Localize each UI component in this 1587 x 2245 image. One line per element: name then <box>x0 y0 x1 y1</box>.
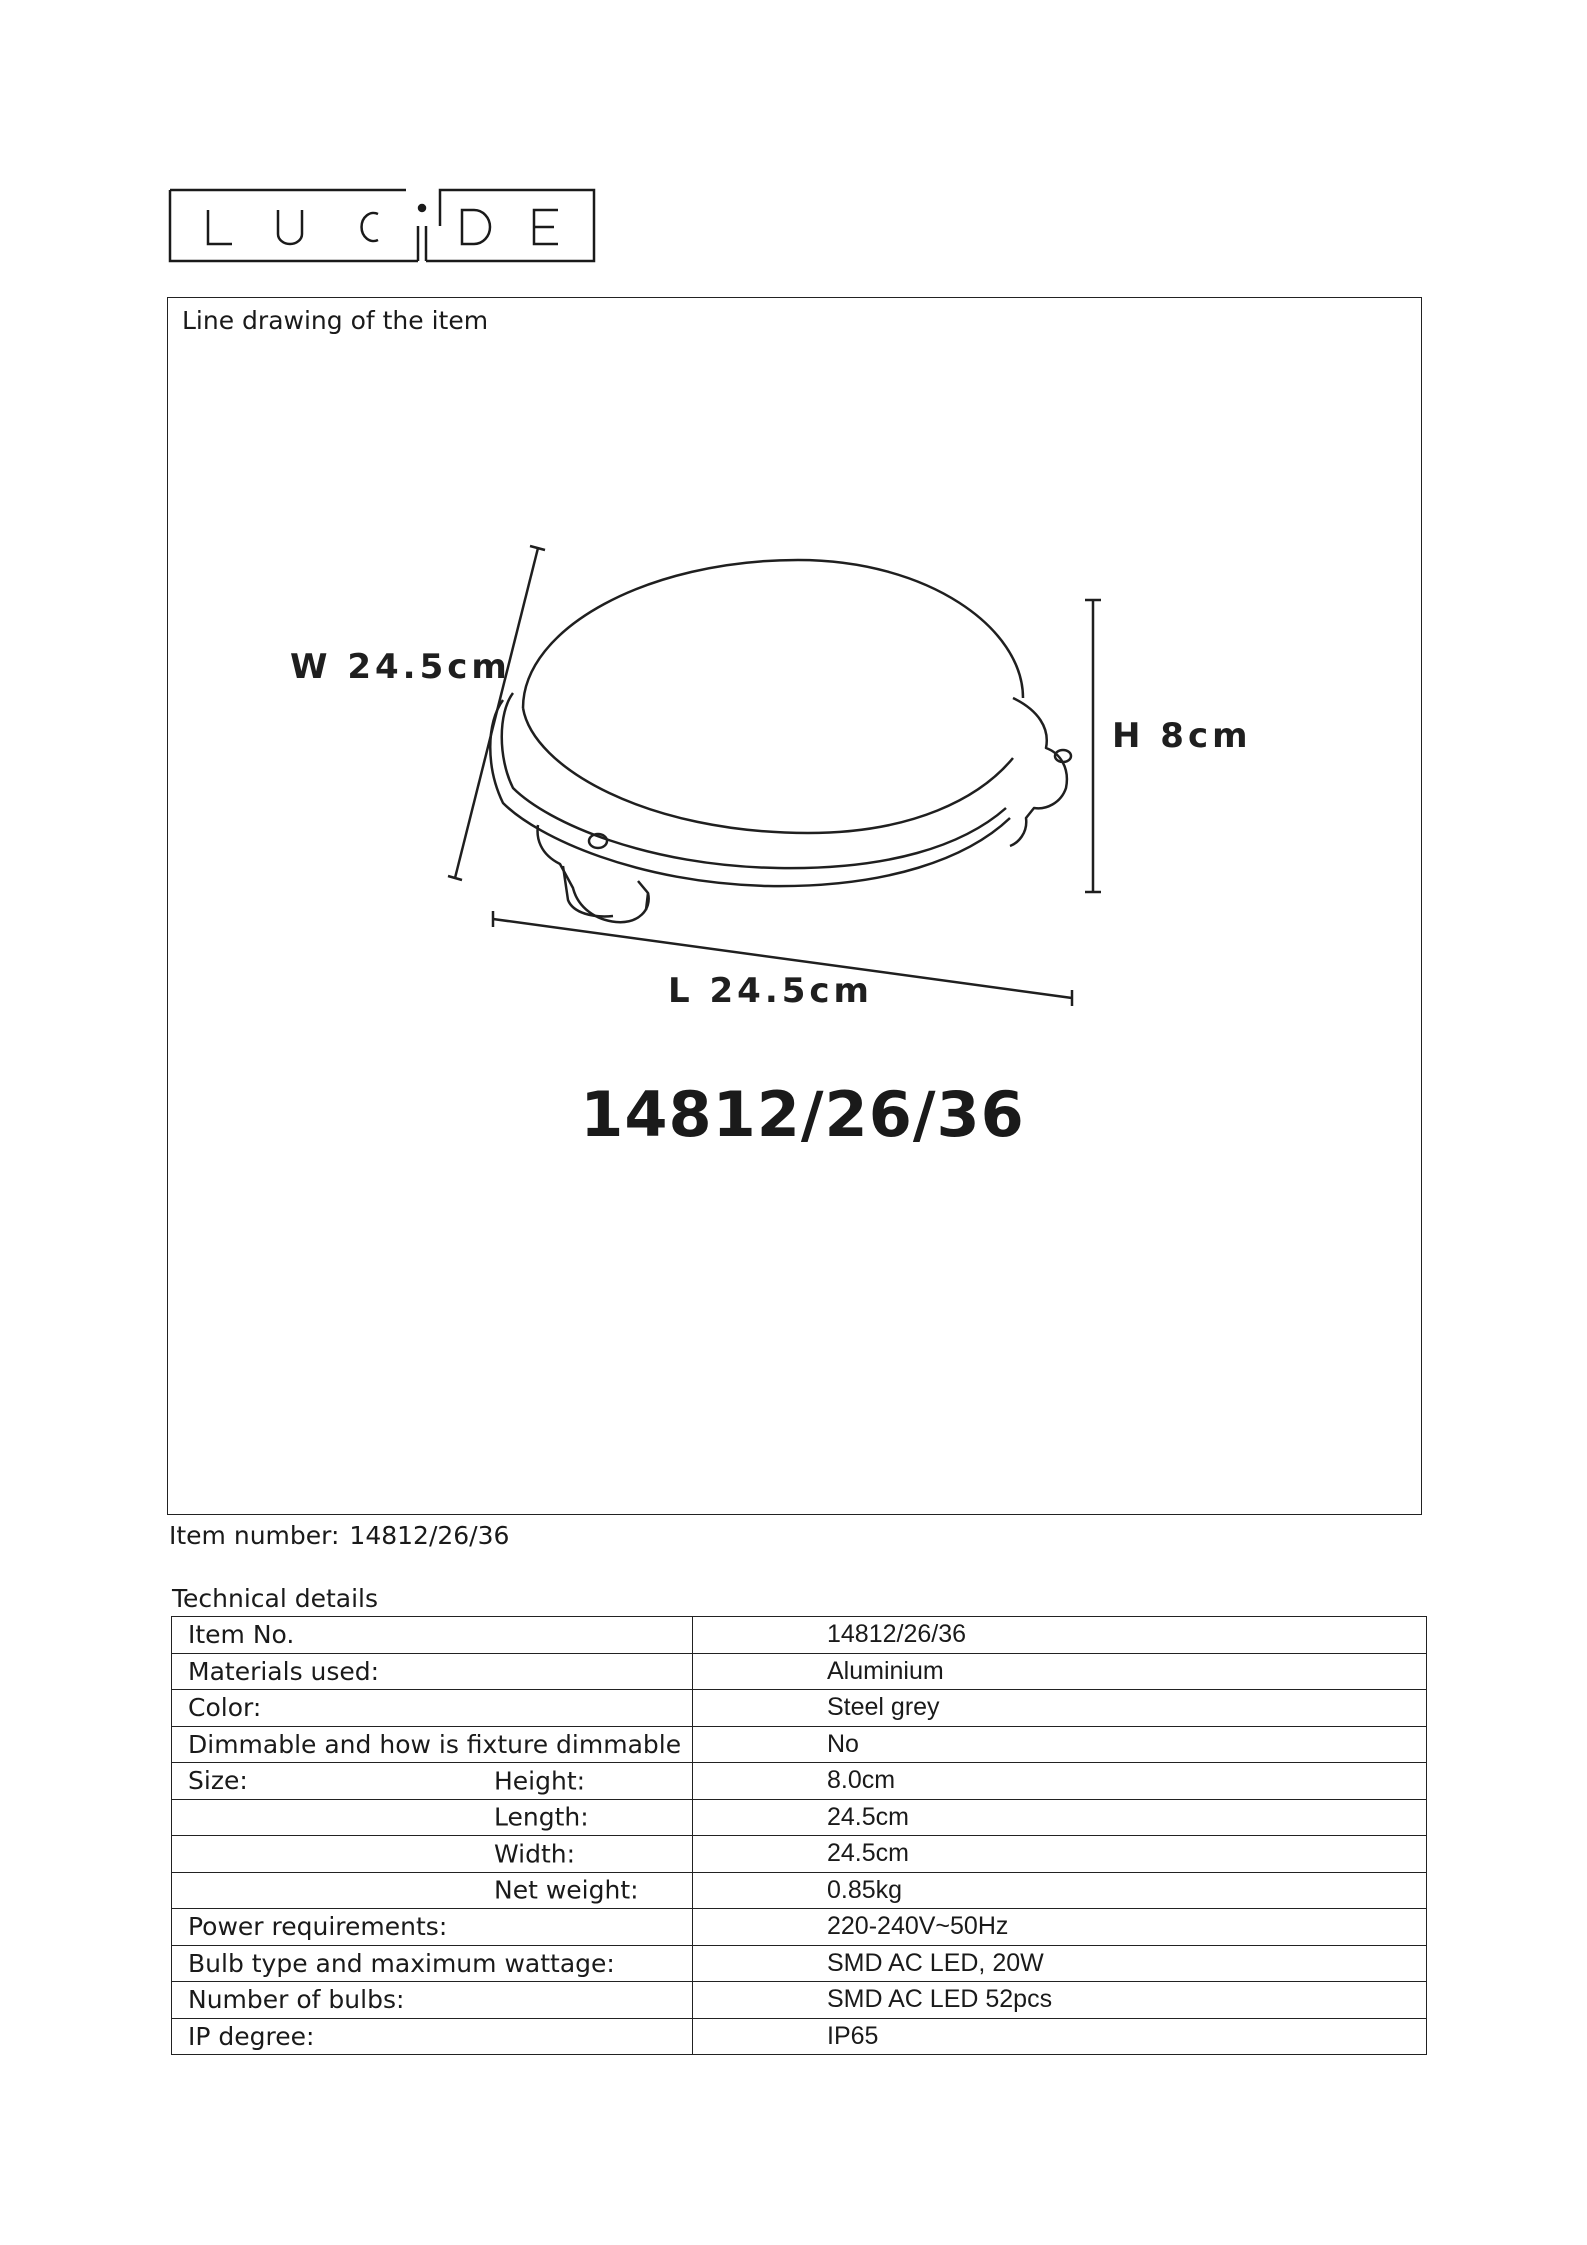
table-row <box>172 1690 1427 1727</box>
spec-value: Steel grey <box>693 1690 1427 1727</box>
spec-label-cell <box>172 1690 693 1727</box>
table-row <box>172 1945 1427 1982</box>
spec-value: SMD AC LED, 20W <box>693 1945 1427 1982</box>
spec-label-cell <box>172 1872 693 1909</box>
line-drawing-frame <box>167 297 1422 1515</box>
spec-label-cell <box>172 1945 693 1982</box>
spec-label: Item No. <box>188 1620 295 1650</box>
table-row <box>172 2018 1427 2055</box>
technical-details-table <box>171 1616 1427 2055</box>
lamp-outline <box>490 560 1071 922</box>
lucide-logo-mark <box>170 188 594 264</box>
drawing-item-number: 14812/26/36 <box>580 1078 1025 1151</box>
spec-value: Aluminium <box>693 1653 1427 1690</box>
table-row <box>172 1982 1427 2019</box>
spec-value: 0.85kg <box>693 1872 1427 1909</box>
spec-sublabel: Length: <box>494 1802 589 1832</box>
product-line-drawing <box>168 298 1423 1516</box>
spec-value: 220-240V~50Hz <box>693 1909 1427 1946</box>
spec-label: Power requirements: <box>188 1912 448 1942</box>
spec-label: Number of bulbs: <box>188 1985 405 2015</box>
spec-value: SMD AC LED 52pcs <box>693 1982 1427 2019</box>
spec-label-cell <box>172 2018 693 2055</box>
item-number-value: 14812/26/36 <box>349 1521 510 1550</box>
spec-label-cell <box>172 1617 693 1654</box>
spec-label-cell <box>172 1726 693 1763</box>
spec-value: 24.5cm <box>693 1799 1427 1836</box>
dimension-lines <box>448 546 1101 1006</box>
table-row <box>172 1763 1427 1800</box>
spec-label-cell <box>172 1799 693 1836</box>
spec-label: Dimmable and how is fixture dimmable <box>188 1729 682 1759</box>
width-label: W 24.5cm <box>290 647 511 687</box>
spec-label-cell <box>172 1909 693 1946</box>
spec-label: Color: <box>188 1693 262 1723</box>
spec-value: 24.5cm <box>693 1836 1427 1873</box>
spec-sublabel: Width: <box>494 1839 576 1869</box>
table-row <box>172 1799 1427 1836</box>
table-row <box>172 1726 1427 1763</box>
item-number-label: Item number: <box>169 1521 340 1550</box>
spec-value: 8.0cm <box>693 1763 1427 1800</box>
spec-label: IP degree: <box>188 2021 315 2051</box>
spec-label: Materials used: <box>188 1656 380 1686</box>
spec-sublabel: Height: <box>494 1766 586 1796</box>
spec-label-cell <box>172 1653 693 1690</box>
spec-label <box>172 1803 188 1832</box>
technical-details-title: Technical details <box>172 1584 379 1613</box>
width-dimension-line <box>455 548 538 878</box>
spec-label-cell <box>172 1836 693 1873</box>
table-row <box>172 1617 1427 1654</box>
table-row <box>172 1909 1427 1946</box>
spec-label-cell <box>172 1982 693 2019</box>
table-row <box>172 1653 1427 1690</box>
item-number-line <box>169 1521 509 1550</box>
spec-label <box>172 1876 188 1905</box>
spec-label-cell <box>172 1763 693 1800</box>
lucide-logo <box>170 188 594 264</box>
spec-label: Bulb type and maximum wattage: <box>188 1948 615 1978</box>
frame-caption: Line drawing of the item <box>182 306 489 335</box>
spec-label <box>172 1839 188 1868</box>
spec-value: No <box>693 1726 1427 1763</box>
spec-label: Size: <box>188 1766 248 1796</box>
table-row <box>172 1836 1427 1873</box>
height-label: H 8cm <box>1112 716 1252 756</box>
spec-value: IP65 <box>693 2018 1427 2055</box>
length-label: L 24.5cm <box>668 971 873 1011</box>
spec-value: 14812/26/36 <box>693 1617 1427 1654</box>
spec-sublabel: Net weight: <box>494 1875 639 1905</box>
table-row <box>172 1872 1427 1909</box>
